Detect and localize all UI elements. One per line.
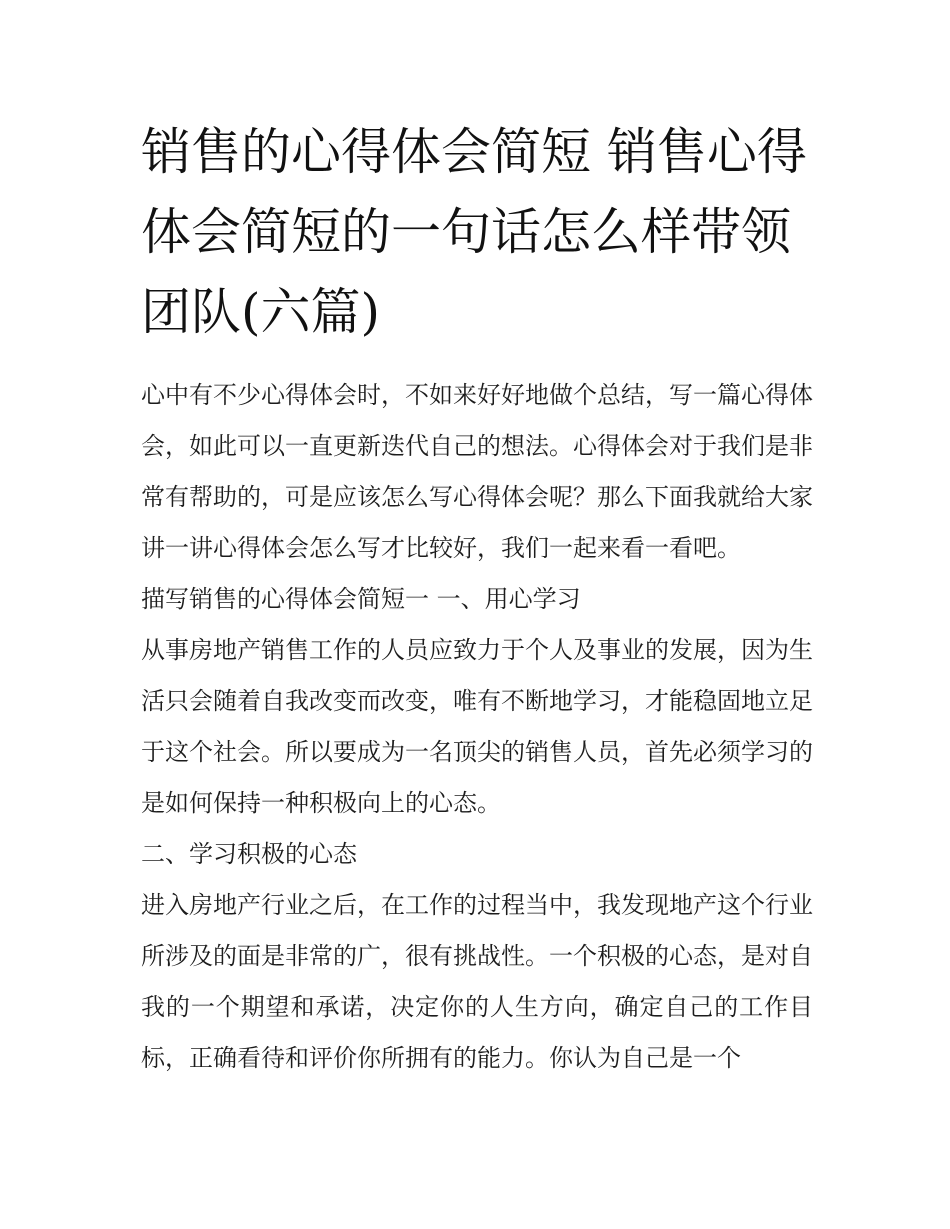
section-1-paragraph: 从事房地产销售工作的人员应致力于个人及事业的发展，因为生活只会随着自我改变而改变，唯有不断地学习，才能稳固地立足于这个社会。所以要成为一名顶尖的销售人员，首先必须学习的是如何保持一种积极向上的心态。: [141, 636, 813, 817]
section-2-paragraph: 进入房地产行业之后，在工作的过程当中，我发现地产这个行业所涉及的面是非常的广，很有挑战性。一个积极的心态，是对自我的一个期望和承诺，决定你的人生方向，确定自己的工作目标，正确看待和评价你所拥有的能力。你认为自己是一个: [141, 891, 813, 1072]
section-2-heading: 二、学习积极的心态: [141, 840, 357, 868]
document-title: 销售的心得体会简短 销售心得体会简短的一句话怎么样带领团队(六篇): [141, 123, 807, 341]
document-content: [141, 112, 813, 1084]
intro-paragraph: 心中有不少心得体会时，不如来好好地做个总结，写一篇心得体会，如此可以一直更新迭代自己的想法。心得体会对于我们是非常有帮助的，可是应该怎么写心得体会呢？那么下面我就给大家讲一讲心得体会怎么写才比较好，我们一起来看一看吧。: [141, 381, 813, 562]
section-1-heading: 描写销售的心得体会简短一 一、用心学习: [141, 585, 581, 613]
